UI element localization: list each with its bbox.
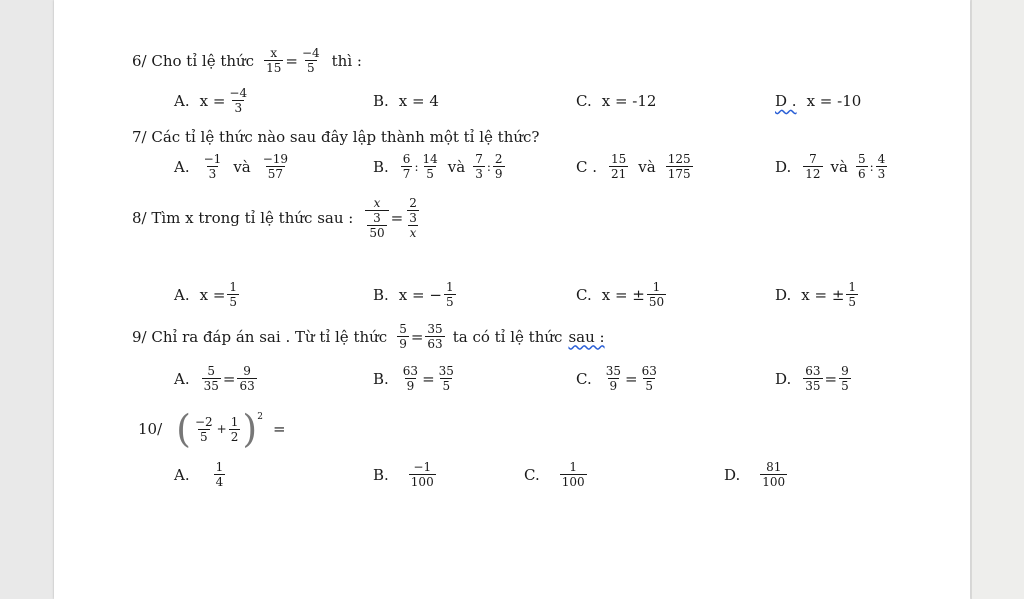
q9-option-b[interactable]: B. $\frac{63}{9}$ = $\frac{35}{5}$ [373,364,454,393]
question-8 [132,196,423,240]
q6-fraction-2: $\frac{-4}{5}$ [301,46,320,75]
q6-option-d[interactable]: D . x = -10 [775,92,862,110]
q10-close-paren: ) [242,407,258,451]
q7-option-d[interactable]: D. $\frac{7}{12}$ và $\frac{5}{6}$ : $\frac{4}{3}$ [775,152,886,181]
q6-option-b[interactable]: B. x = 4 [373,92,439,110]
q10-equals: = [272,420,286,438]
q10-option-c[interactable]: C. $\frac{1}{100}$ [524,460,585,489]
q7-option-b[interactable]: B. $\frac{6}{7}$ : $\frac{14}{5}$ và $\frac{7}{3}$ : $\frac{2}{9}$ [373,152,503,181]
question-9: 9/ Chỉ ra đáp án sai . Từ tỉ lệ thức $\frac{5}{9}$ = $\frac{35}{63}$ ta có tỉ lệ thức sau : [132,322,605,351]
q8-option-d[interactable]: D. x = ± $\frac{1}{5}$ [775,280,857,309]
q9-option-d[interactable]: D. $\frac{63}{35}$ = $\frac{9}{5}$ [775,364,849,393]
q9-option-c[interactable]: C. $\frac{35}{9}$ = $\frac{63}{5}$ [576,364,657,393]
q8-equals: = [390,209,404,227]
q6-option-c[interactable]: C. x = -12 [576,92,657,110]
q8-option-c[interactable]: C. x = ± $\frac{1}{50}$ [576,280,665,309]
q6-equals: = [285,51,298,70]
q10-prefix: 10/ [138,420,163,438]
q10-option-d[interactable]: D. $\frac{81}{100}$ [724,460,786,489]
q9-prefix: 9/ Chỉ ra đáp án sai . Từ tỉ lệ thức [132,327,388,346]
question-6 [132,46,362,75]
q10-option-b[interactable]: B. $\frac{-1}{100}$ [373,460,434,489]
q8-lhs-complex-fraction: $\frac{x}{\frac{3}{50}}$ [365,196,388,240]
question-7: 7/ Các tỉ lệ thức nào sau đây lập thành một tỉ lệ thức? [132,128,540,146]
q9-option-a[interactable]: A. $\frac{5}{35}$ = $\frac{9}{63}$ [174,364,255,393]
q6-fraction-1: $\frac{x}{15}$ [266,46,282,75]
q10-open-paren: ( [176,407,191,451]
q6-prefix: 6/ Cho tỉ lệ thức [132,51,255,70]
q10-option-a[interactable]: A. $\frac{1}{4}$ [174,460,224,489]
q6-option-a[interactable]: A. x = $\frac{-4}{3}$ [174,86,248,115]
q9-underlined-text: sau : [568,327,605,346]
q9-mid-text: ta có tỉ lệ thức [452,327,563,346]
q8-option-b[interactable]: B. x = − $\frac{1}{5}$ [373,280,454,309]
q6-suffix: thì : [331,51,362,70]
q10-exponent: 2 [257,412,263,422]
q7-option-c[interactable]: C . $\frac{15}{21}$ và $\frac{125}{175}$ [576,152,691,181]
q8-rhs-complex-fraction: $\frac{\frac{2}{3}}{x}$ [409,196,417,240]
q7-option-a[interactable]: A. $\frac{-1}{3}$ và $\frac{-19}{57}$ [174,152,289,181]
q8-prefix: 8/ Tìm x trong tỉ lệ thức sau : [132,209,354,227]
right-scroll-margin [971,0,1024,599]
question-10: 10/ ( $\frac{-2}{5}$ + $\frac{1}{2}$ ) 2 = [138,407,286,451]
q8-option-a[interactable]: A. x = $\frac{1}{5}$ [174,280,238,309]
